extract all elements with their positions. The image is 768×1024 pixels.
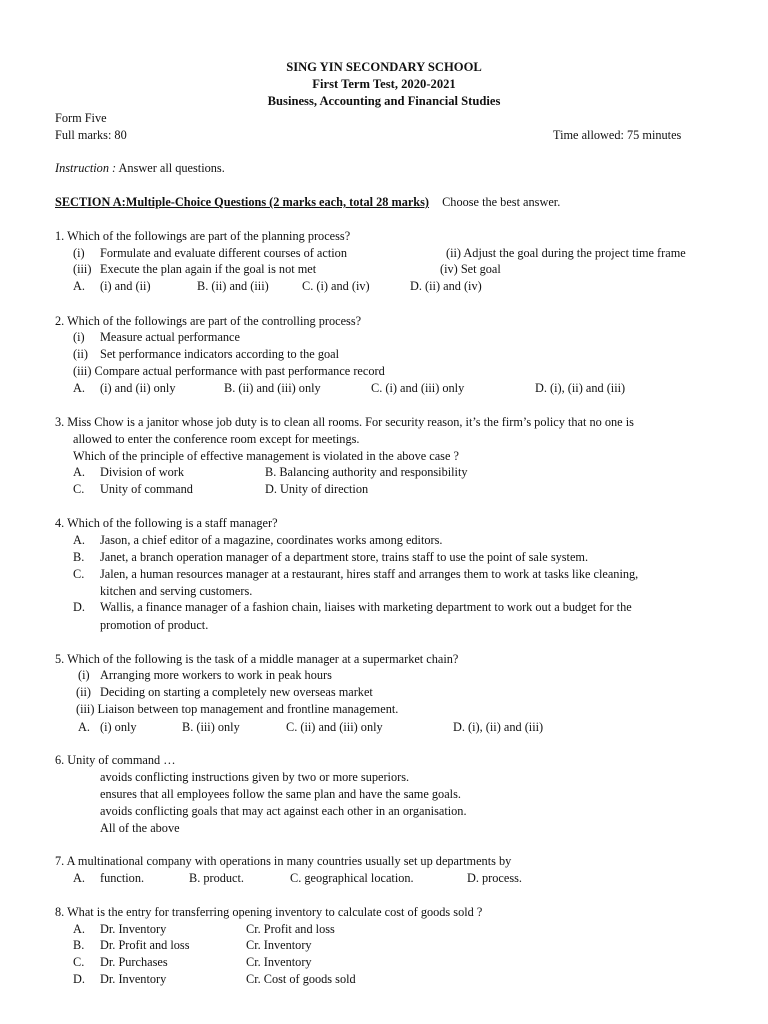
q8-option-letter: A. — [73, 922, 85, 936]
q4-option: Wallis, a finance manager of a fashion chain, liaises with marketing department to work out a budget for the — [100, 600, 632, 614]
q6-option: avoids conflicting instructions given by two or more superiors. — [100, 770, 410, 784]
q4-option: kitchen and serving customers. — [100, 584, 253, 598]
q7-option-letter: A. — [73, 871, 85, 885]
q5-item-num: (ii) — [76, 685, 92, 699]
q8-credit: Cr. Inventory — [246, 938, 312, 952]
subject-title: Business, Accounting and Financial Studies — [267, 94, 501, 108]
q5-stem: 5. Which of the following is the task of a middle manager at a supermarket chain? — [55, 652, 459, 666]
q1-item: (iv) Set goal — [440, 262, 501, 276]
q1-item: Execute the plan again if the goal is not met — [100, 262, 317, 276]
instruction — [55, 161, 225, 176]
q3-stem: Which of the principle of effective management is violated in the above case ? — [73, 449, 459, 463]
q5-option: C. (ii) and (iii) only — [286, 720, 383, 734]
q4-option-letter: A. — [73, 533, 85, 547]
q6-option: avoids conflicting goals that may act against each other in an organisation. — [100, 804, 467, 818]
q2-item: Measure actual performance — [100, 330, 240, 344]
q8-credit: Cr. Cost of goods sold — [246, 972, 356, 986]
q3-stem: allowed to enter the conference room except for meetings. — [73, 432, 360, 446]
q2-stem: 2. Which of the followings are part of the controlling process? — [55, 314, 362, 328]
q8-debit: Dr. Inventory — [100, 922, 167, 936]
q2-option: B. (ii) and (iii) only — [224, 381, 321, 395]
q7-option: C. geographical location. — [290, 871, 414, 885]
q2-item: (iii) Compare actual performance with past performance record — [73, 364, 385, 378]
q3-option: Division of work — [100, 465, 185, 479]
q8-stem: 8. What is the entry for transferring opening inventory to calculate cost of goods sold ? — [55, 905, 483, 919]
full-marks: Full marks: 80 — [55, 128, 127, 142]
school-name: SING YIN SECONDARY SCHOOL — [286, 60, 482, 74]
test-title: First Term Test, 2020-2021 — [312, 77, 456, 91]
q1-option-letter: A. — [73, 279, 85, 293]
time-allowed: Time allowed: 75 minutes — [553, 128, 682, 142]
q7-option: B. product. — [189, 871, 244, 885]
q4-option-letter: C. — [73, 567, 85, 581]
q4-option: Jason, a chief editor of a magazine, coordinates works among editors. — [100, 533, 443, 547]
q5-item: Arranging more workers to work in peak hours — [100, 668, 332, 682]
q5-option: D. (i), (ii) and (iii) — [453, 720, 544, 734]
q2-item: Set performance indicators according to the goal — [100, 347, 340, 361]
section-a-note: Choose the best answer. — [442, 195, 561, 209]
q3-option-letter: A. — [73, 465, 85, 479]
q1-item: (ii) Adjust the goal during the project time frame — [446, 246, 686, 260]
form-label: Form Five — [55, 111, 107, 125]
q5-option-letter: A. — [78, 720, 90, 734]
q1-option: (i) and (ii) — [100, 279, 151, 293]
q1-option: C. (i) and (iv) — [302, 279, 370, 293]
section-a-heading — [55, 195, 560, 210]
instruction-text: Answer all questions. — [118, 161, 225, 175]
q1-stem: 1. Which of the followings are part of the planning process? — [55, 229, 351, 243]
q6-stem: 6. Unity of command … — [55, 753, 176, 767]
q3-option: Unity of command — [100, 482, 193, 496]
q2-option: D. (i), (ii) and (iii) — [535, 381, 626, 395]
q4-stem: 4. Which of the following is a staff manager? — [55, 516, 278, 530]
q5-option: (i) only — [100, 720, 137, 734]
q5-item: Deciding on starting a completely new overseas market — [100, 685, 373, 699]
q2-item-num: (ii) — [73, 347, 89, 361]
q3-stem: 3. Miss Chow is a janitor whose job duty is to clean all rooms. For security reason, it’s the firm’s policy that no one is — [55, 415, 634, 429]
q5-item-num: (i) — [78, 668, 90, 682]
q8-debit: Dr. Inventory — [100, 972, 167, 986]
q8-debit: Dr. Profit and loss — [100, 938, 190, 952]
q2-option: (i) and (ii) only — [100, 381, 176, 395]
q2-option-letter: A. — [73, 381, 85, 395]
q5-option: B. (iii) only — [182, 720, 240, 734]
q5-item: (iii) Liaison between top management and frontline management. — [76, 702, 399, 716]
q2-item-num: (i) — [73, 330, 85, 344]
q8-option-letter: C. — [73, 955, 85, 969]
q4-option-letter: D. — [73, 600, 85, 614]
q2-option: C. (i) and (iii) only — [371, 381, 465, 395]
q1-option: B. (ii) and (iii) — [197, 279, 269, 293]
q8-option-letter: D. — [73, 972, 85, 986]
q8-debit: Dr. Purchases — [100, 955, 168, 969]
q3-option: B. Balancing authority and responsibility — [265, 465, 468, 479]
q1-item-num: (iii) — [73, 262, 92, 276]
q6-option: ensures that all employees follow the same plan and have the same goals. — [100, 787, 461, 801]
q4-option: promotion of product. — [100, 618, 209, 632]
section-a-title: SECTION A:Multiple-Choice Questions (2 marks each, total 28 marks) — [55, 195, 430, 209]
q7-stem: 7. A multinational company with operations in many countries usually set up departments by — [55, 854, 512, 868]
q4-option: Janet, a branch operation manager of a department store, trains staff to use the point of sale system. — [100, 550, 589, 564]
q4-option-letter: B. — [73, 550, 85, 564]
q7-option: D. process. — [467, 871, 522, 885]
q1-item: Formulate and evaluate different courses of action — [100, 246, 347, 260]
q4-option: Jalen, a human resources manager at a restaurant, hires staff and arranges them to work at tasks like cleaning, — [100, 567, 639, 581]
q8-credit: Cr. Profit and loss — [246, 922, 335, 936]
q3-option: D. Unity of direction — [265, 482, 369, 496]
q8-option-letter: B. — [73, 938, 85, 952]
q1-option: D. (ii) and (iv) — [410, 279, 482, 293]
instruction-label: Instruction : — [55, 161, 117, 175]
q6-option: All of the above — [100, 821, 180, 835]
q7-option: function. — [100, 871, 145, 885]
q3-option-letter: C. — [73, 482, 85, 496]
q1-item-num: (i) — [73, 246, 85, 260]
q8-credit: Cr. Inventory — [246, 955, 312, 969]
